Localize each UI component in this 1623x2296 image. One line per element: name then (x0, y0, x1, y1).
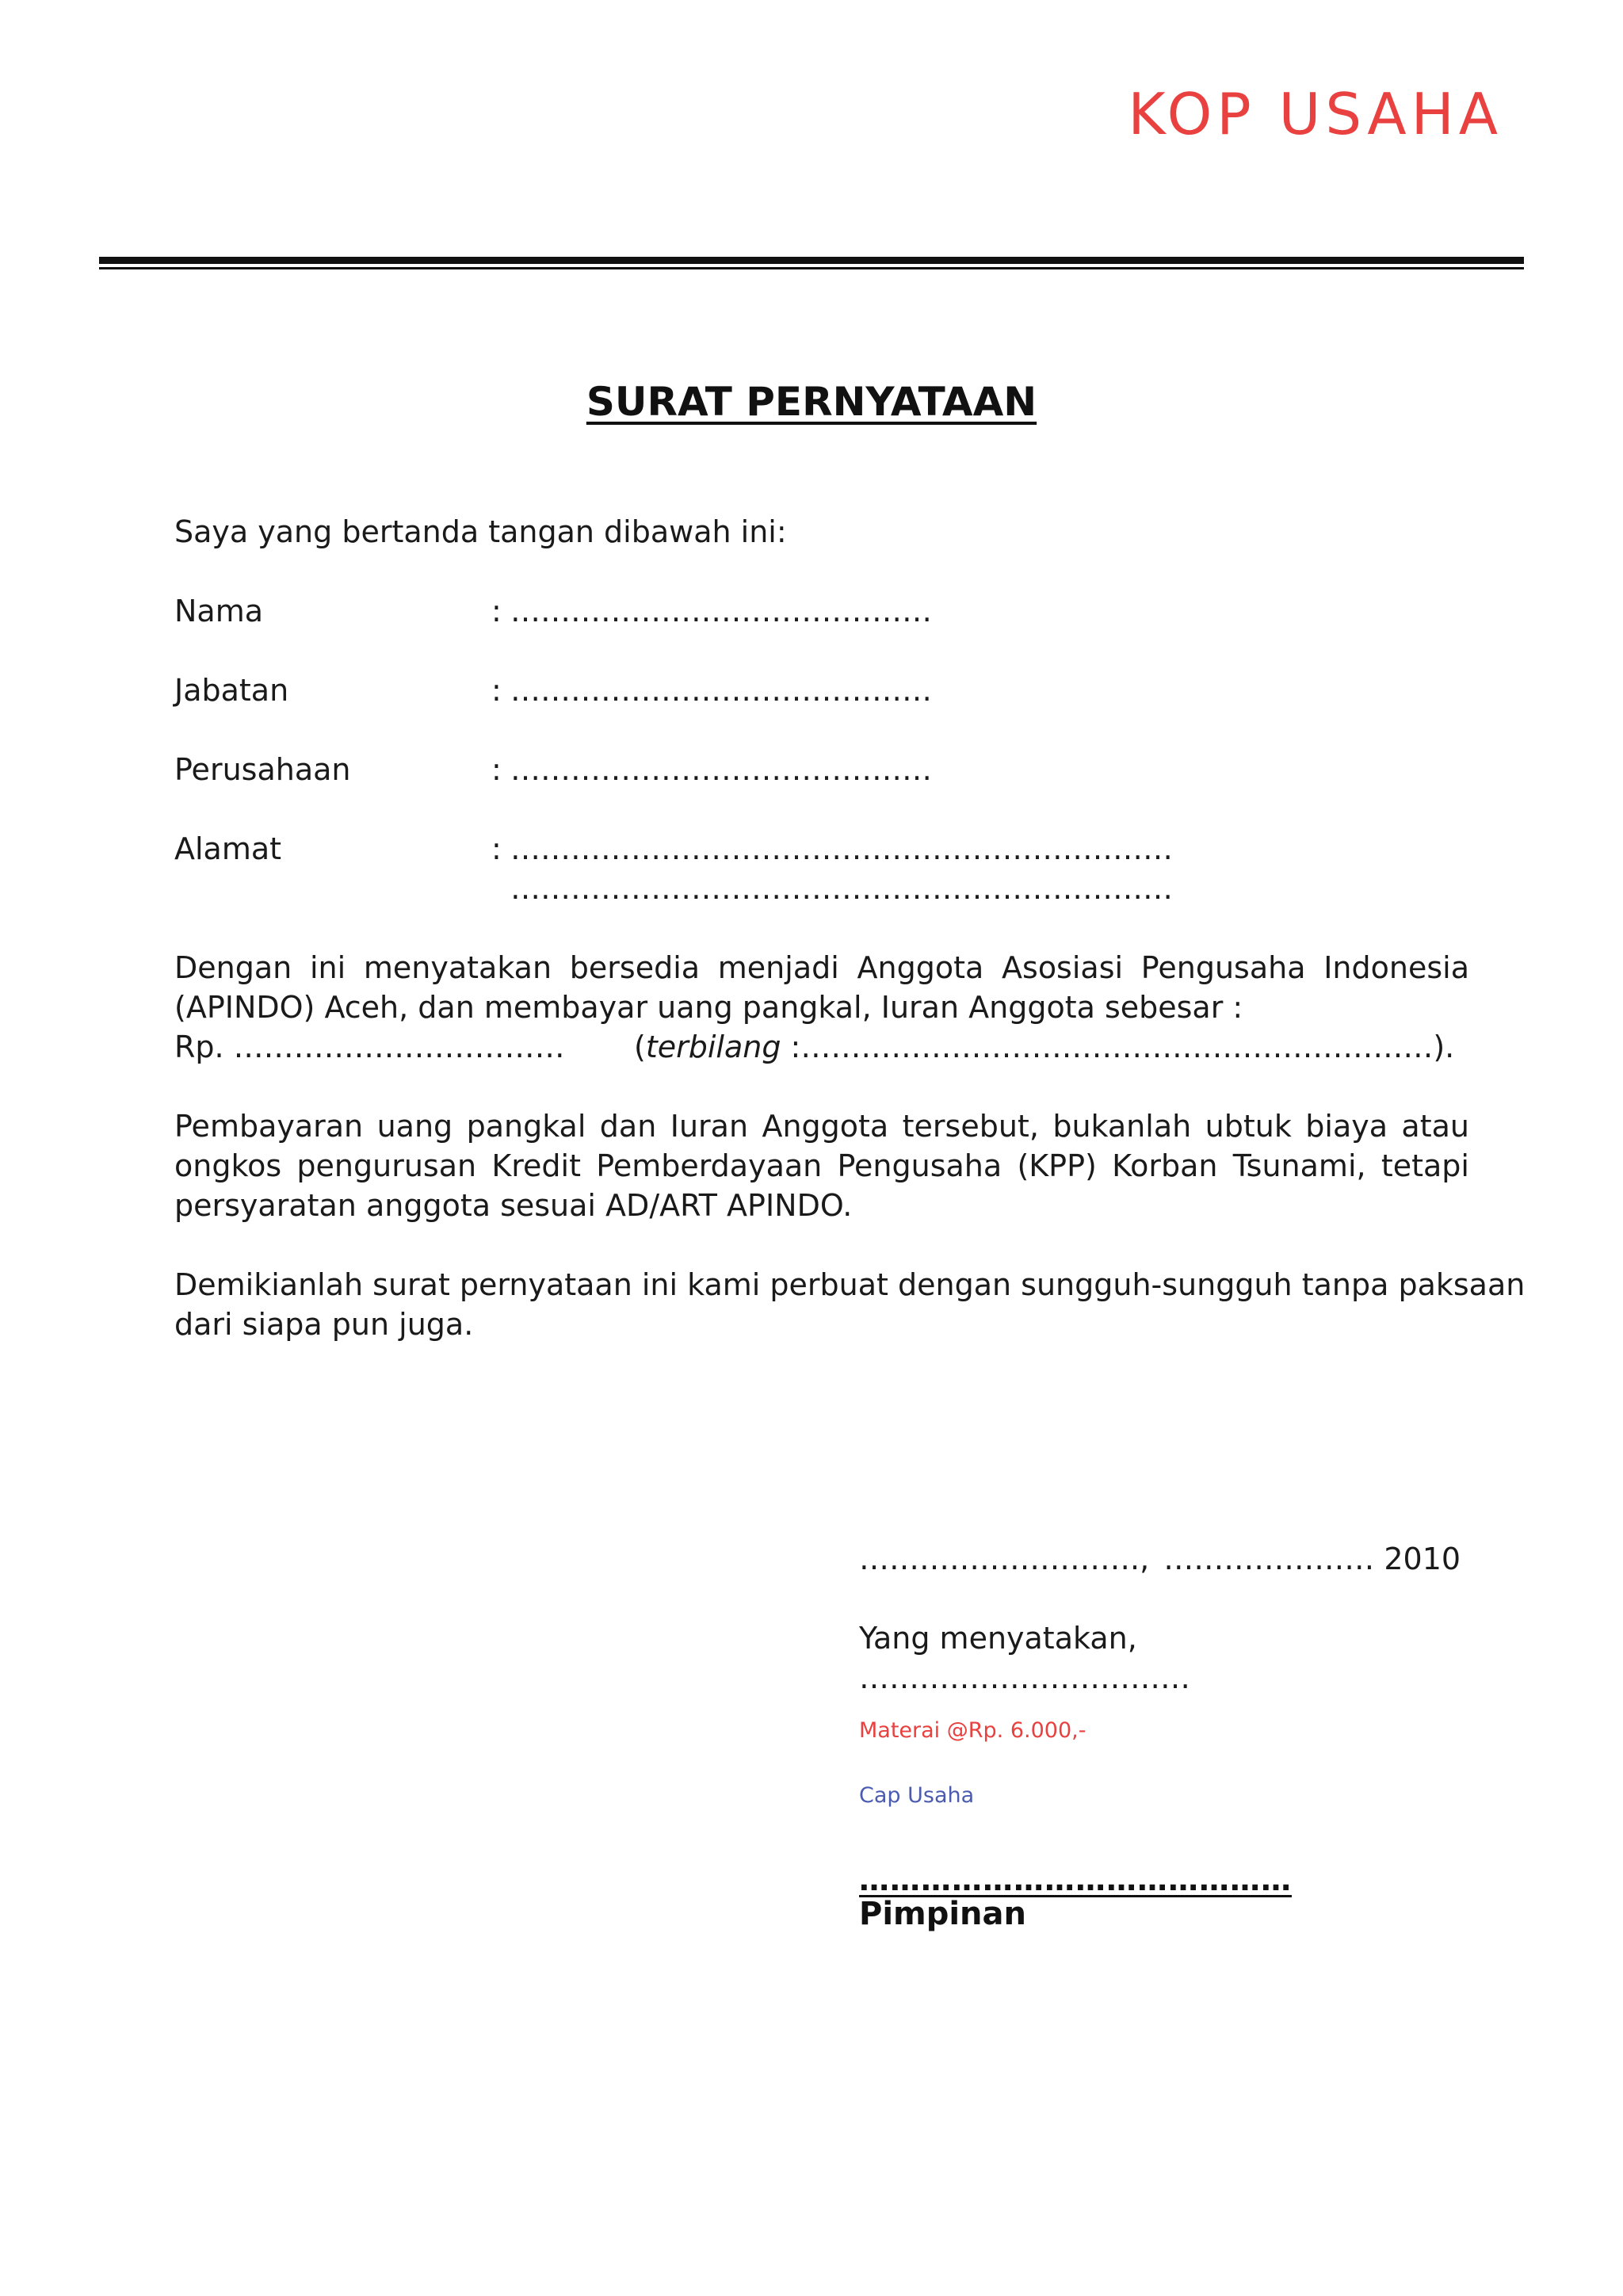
closing-paragraph (174, 1265, 1526, 1344)
letterhead-rule-thin (99, 267, 1524, 269)
paragraph-line: Pembayaran uang pangkal dan Iuran Anggota tersebut, bukanlah ubtuk biaya atau (174, 1109, 1469, 1144)
field-label: Jabatan (174, 673, 289, 708)
paragraph-line: persyaratan anggota sesuai AD/ART APINDO. (174, 1188, 853, 1223)
terbilang-value: :………………………………………………………). (781, 1030, 1455, 1064)
field-label: Perusahaan (174, 752, 351, 787)
field-value: …………………………………… (510, 594, 932, 628)
place-placeholder: ………………………., (859, 1541, 1150, 1576)
signatory-role: Pimpinan (859, 1896, 1026, 1932)
payment-purpose-paragraph (174, 1106, 1469, 1225)
terbilang-label: terbilang (645, 1030, 781, 1064)
field-separator: : (491, 831, 502, 866)
field-separator: : (491, 673, 502, 708)
date-placeholder: ………………… 2010 (1163, 1541, 1461, 1576)
paragraph-line: ongkos pengurusan Kredit Pemberdayaan Pengusaha (KPP) Korban Tsunami, tetapi (174, 1148, 1469, 1183)
amount-in-words (634, 1027, 1454, 1067)
field-label: Nama (174, 594, 264, 628)
intro-text: Saya yang bertanda tangan dibawah ini: (174, 514, 787, 549)
paragraph-line: (APINDO) Aceh, dan membayar uang pangkal, Iuran Anggota sebesar : (174, 990, 1243, 1025)
field-label: Alamat (174, 831, 282, 866)
letterhead-rule-thick (99, 257, 1524, 264)
paragraph-line: Dengan ini menyatakan bersedia menjadi Anggota Asosiasi Pengusaha Indonesia (174, 950, 1469, 985)
stamp-duty-note: Materai @Rp. 6.000,- (859, 1718, 1086, 1743)
signature-line: …………………………………… (859, 1862, 1292, 1897)
letterhead-placeholder: KOP USAHA (1128, 81, 1503, 147)
field-separator: : (491, 594, 502, 628)
paren-open: ( (634, 1030, 646, 1064)
declarant-dots: …………………………… (859, 1660, 1190, 1695)
paragraph-line: dari siapa pun juga. (174, 1307, 474, 1342)
field-value: …………………………………… (510, 673, 932, 708)
paragraph-line: Demikianlah surat pernyataan ini kami perbuat dengan sungguh-sungguh tanpa paksaan (174, 1267, 1526, 1302)
field-value: ………………………………………………………… (510, 831, 1173, 866)
declarant-label: Yang menyatakan, (859, 1621, 1137, 1656)
document-title: SURAT PERNYATAAN (586, 379, 1037, 425)
amount-rupiah: Rp. …………………………… (174, 1030, 565, 1064)
company-stamp-note: Cap Usaha (859, 1783, 975, 1808)
field-separator: : (491, 752, 502, 787)
membership-statement (174, 948, 1469, 1027)
field-value-continued: ………………………………………………………… (510, 871, 1173, 906)
place-and-date (859, 1539, 1461, 1579)
field-value: …………………………………… (510, 752, 932, 787)
